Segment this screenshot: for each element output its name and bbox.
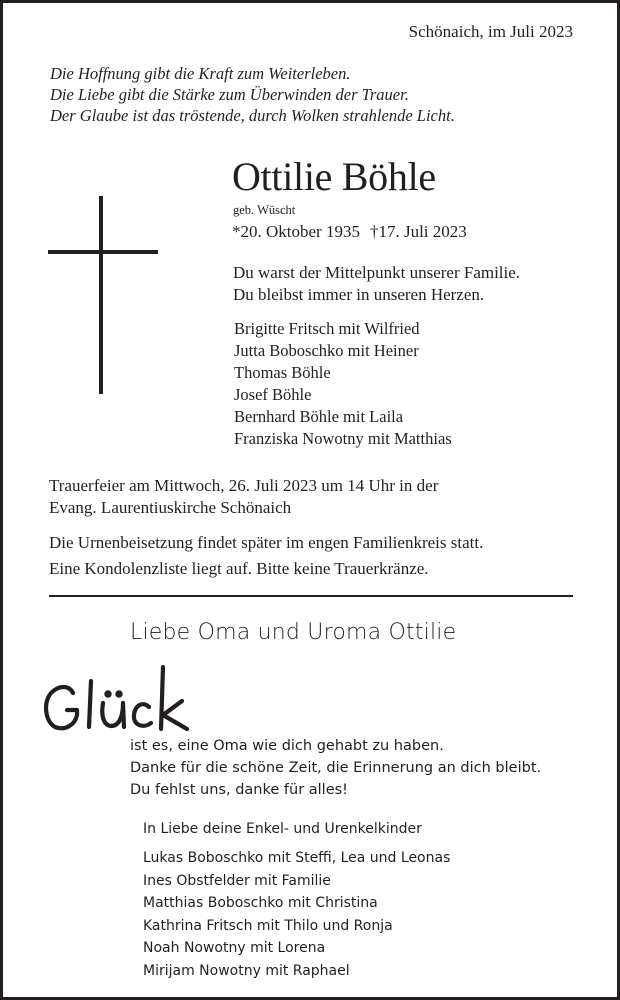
family-member: Josef Böhle — [234, 385, 312, 404]
family-member: Bernhard Böhle mit Laila — [234, 407, 404, 426]
place-date: Schönaich, im Juli 2023 — [408, 22, 573, 41]
grandchild-name: Lukas Boboschko mit Steffi, Lea und Leonas — [143, 850, 451, 866]
motto-line: Die Liebe gibt die Stärke zum Überwinden der Trauer. — [50, 85, 409, 104]
burial-info — [49, 530, 483, 582]
family-member: Brigitte Fritsch mit Wilfried — [234, 319, 420, 338]
grandchildren-signature: In Liebe deine Enkel- und Urenkelkinder — [143, 821, 422, 837]
family-member: Thomas Böhle — [234, 363, 331, 382]
quote-line: Du bleibst immer in unseren Herzen. — [233, 285, 485, 304]
grandchildren-title: Liebe Oma und Uroma Ottilie — [130, 620, 457, 645]
grandchild-name: Ines Obstfelder mit Familie — [143, 872, 331, 889]
grandchildren-list — [143, 847, 450, 982]
grandchild-name: Noah Nowotny mit Lorena — [143, 940, 326, 956]
cross-horizontal-bar — [48, 250, 158, 254]
motto-line: Die Hoffnung gibt die Kraft zum Weiterleben. — [50, 64, 351, 83]
family-quote — [233, 262, 520, 306]
section-divider — [49, 595, 573, 597]
motto-line: Der Glaube ist das tröstende, durch Wolken strahlende Licht. — [50, 106, 455, 125]
maiden-name: geb. Wüscht — [233, 203, 296, 217]
birth-date: *20. Oktober 1935 — [232, 222, 360, 241]
deceased-name: Ottilie Böhle — [232, 154, 436, 199]
cross-vertical-bar — [99, 196, 103, 394]
burial-line: Eine Kondolenzliste liegt auf. Bitte keine Trauerkränze. — [49, 559, 429, 578]
message-line: ist es, eine Oma wie dich gehabt zu haben. — [130, 738, 444, 754]
death-date: †17. Juli 2023 — [369, 222, 467, 241]
life-dates — [232, 222, 467, 242]
grandchildren-message — [130, 735, 541, 801]
family-list — [234, 318, 452, 450]
grandchild-name: Matthias Boboschko mit Christina — [143, 895, 378, 911]
burial-line: Die Urnenbeisetzung findet später im engen Familienkreis statt. — [49, 533, 484, 552]
service-line: Trauerfeier am Mittwoch, 26. Juli 2023 um 14 Uhr in der — [49, 476, 439, 495]
service-line: Evang. Laurentiuskirche Schönaich — [49, 498, 292, 517]
message-line: Danke für die schöne Zeit, die Erinnerung an dich bleibt. — [130, 760, 542, 776]
motto-verse — [50, 63, 455, 126]
message-line: Du fehlst uns, danke für alles! — [130, 782, 348, 798]
handwritten-glueck-word — [39, 663, 199, 733]
funeral-service-info — [49, 475, 438, 519]
family-member: Jutta Boboschko mit Heiner — [234, 341, 419, 360]
grandchild-name: Kathrina Fritsch mit Thilo und Ronja — [143, 917, 393, 934]
quote-line: Du warst der Mittelpunkt unserer Familie. — [233, 263, 521, 282]
grandchild-name: Mirijam Nowotny mit Raphael — [143, 962, 350, 979]
family-member: Franziska Nowotny mit Matthias — [234, 429, 452, 448]
